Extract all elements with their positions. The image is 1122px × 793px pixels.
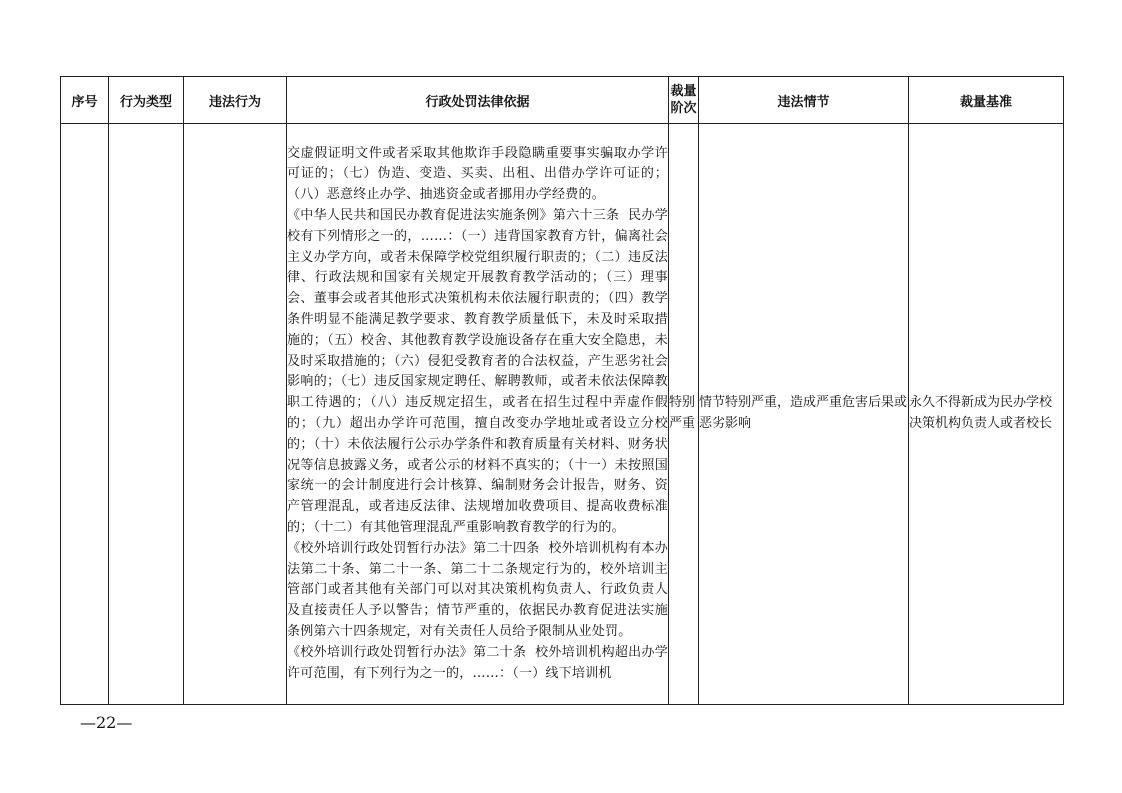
legal-basis-paragraph: 《校外培训行政处罚暂行办法》第二十四条 校外培训机构有本办法第二十条、第二十一条、第二十二条规定行为的，校外培训主管部门或者其他有关部门可以对其决策机构负责人、行政负责人及直接责任人予以警告；情节严重的，依据民办教育促进法实施条例第六十四条规定，对有关责任人员给予限制从业处罚。 [287, 540, 668, 639]
cell-legal-basis [287, 124, 669, 705]
header-level-line2: 阶次 [670, 101, 697, 116]
header-circumstance: 违法情节 [699, 77, 909, 124]
table-row [61, 124, 1064, 705]
header-legal-basis: 行政处罚法律依据 [287, 77, 669, 124]
cell-level: 特别严重 [669, 124, 699, 705]
cell-violation [184, 124, 287, 705]
header-behavior-type: 行为类型 [109, 77, 184, 124]
header-level-line1: 裁量 [670, 84, 697, 99]
cell-seq [61, 124, 109, 705]
legal-basis-paragraph: 《中华人民共和国民办教育促进法实施条例》第六十三条 民办学校有下列情形之一的，……：（一）违背国家教育方针，偏离社会主义办学方向，或者未保障学校党组织履行职责的；（二）违反法律、行政法规和国家有关规定开展教育教学活动的；（三）理事会、董事会或者其他形式决策机构未依法履行职责的；（四）教学条件明显不能满足教学要求、教育教学质量低下，未及时采取措施的；（五）校舍、其他教育教学设施设备存在重大安全隐患，未及时采取措施的；（六）侵犯受教育者的合法权益，产生恶劣社会影响的；（七）违反国家规定聘任、解聘教师，或者未依法保障教职工待遇的；（八）违反规定招生，或者在招生过程中弄虚作假的；（九）超出办学许可范围，擅自改变办学地址或者设立分校的；（十）未依法履行公示办学条件和教育质量有关材料、财务状况等信息披露义务，或者公示的材料不真实的；（十一）未按照国家统一的会计制度进行会计核算、编制财务会计报告，财务、资产管理混乱，或者违反法律、法规增加收费项目、提高收费标准的；（十二）有其他管理混乱严重影响教育教学的行为的。 [287, 208, 668, 535]
header-level [669, 77, 699, 124]
cell-standard: 永久不得新成为民办学校决策机构负责人或者校长 [909, 124, 1064, 705]
header-row [61, 77, 1064, 124]
legal-basis-paragraph: 交虚假证明文件或者采取其他欺诈手段隐瞒重要事实骗取办学许可证的；（七）伪造、变造、买卖、出租、出借办学许可证的；（八）恶意终止办学、抽逃资金或者挪用办学经费的。 [287, 145, 668, 203]
header-violation: 违法行为 [184, 77, 287, 124]
legal-basis-paragraph: 《校外培训行政处罚暂行办法》第二十条 校外培训机构超出办学许可范围，有下列行为之一的，……：（一）线下培训机 [287, 644, 668, 681]
cell-behavior-type [109, 124, 184, 705]
page-number: —22— [80, 713, 133, 732]
penalty-table [60, 76, 1064, 705]
header-standard: 裁量基准 [909, 77, 1064, 124]
header-seq: 序号 [61, 77, 109, 124]
cell-circumstance: 情节特别严重，造成严重危害后果或恶劣影响 [699, 124, 909, 705]
